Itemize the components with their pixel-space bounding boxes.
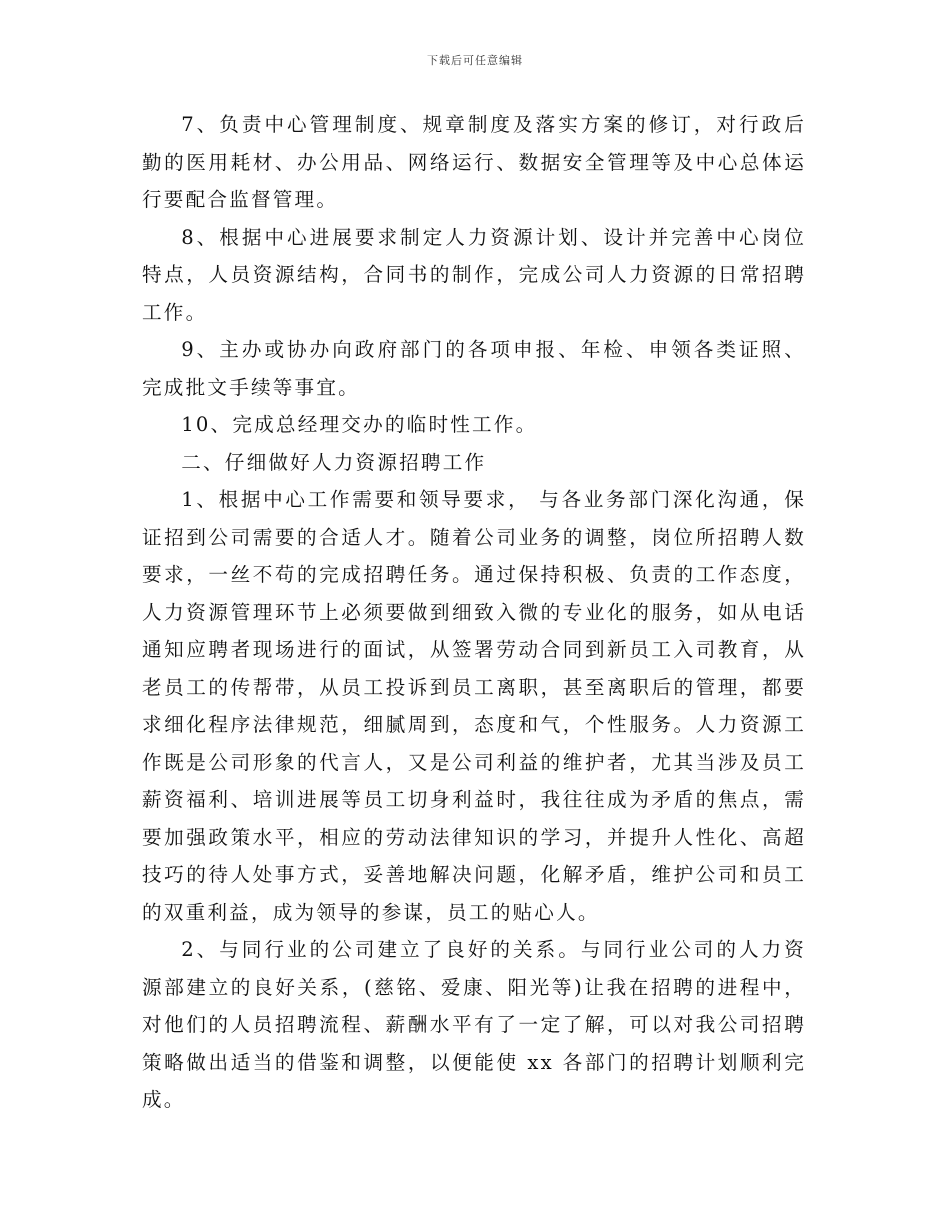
document-body — [142, 106, 806, 1119]
paragraph-item-7: 7、负责中心管理制度、规章制度及落实方案的修订，对行政后勤的医用耗材、办公用品、网络运行、数据安全管理等及中心总体运行要配合监督管理。 — [142, 113, 806, 211]
paragraph-item-9: 9、主办或协办向政府部门的各项申报、年检、申领各类证照、完成批文手续等事宜。 — [142, 338, 806, 399]
section-heading-2: 二、仔细做好人力资源招聘工作 — [181, 450, 487, 474]
paragraph-recruitment-1: 1、根据中心工作需要和领导要求， 与各业务部门深化沟通，保证招到公司需要的合适人才。随着公司业务的调整，岗位所招聘人数要求，一丝不苟的完成招聘任务。通过保持积极、负责的工作态度，人力资源管理环节上必须要做到细致入微的专业化的服务，如从电话通知应聘者现场进行的面试，从签署劳动合同到新员工入司教育，从老员工的传帮带，从员工投诉到员工离职，甚至离职后的管理，都要求细化程序法律规范，细腻周到，态度和气，个性服务。人力资源工作既是公司形象的代言人，又是公司利益的维护者，尤其当涉及员工薪资福利、培训进展等员工切身利益时，我往往成为矛盾的焦点，需要加强政策水平，相应的劳动法律知识的学习，并提升人性化、高超技巧的待人处事方式，妥善地解决问题，化解矛盾，维护公司和员工的双重利益，成为领导的参谋，员工的贴心人。 — [142, 488, 806, 924]
paragraph-item-10: 10、完成总经理交办的临时性工作。 — [181, 413, 538, 436]
paragraph-item-8: 8、根据中心进展要求制定人力资源计划、设计并完善中心岗位特点，人员资源结构，合同书的制作，完成公司人力资源的日常招聘工作。 — [142, 225, 806, 324]
page-header: 下载后可任意编辑 — [427, 54, 523, 67]
paragraph-recruitment-2: 2、与同行业的公司建立了良好的关系。与同行业公司的人力资源部建立的良好关系，(慈铭、爱康、阳光等)让我在招聘的进程中，对他们的人员招聘流程、薪酬水平有了一定了解，可以对我公司招聘策略做出适当的借鉴和调整，以便能使 xx 各部门的招聘计划顺利完成。 — [142, 938, 806, 1111]
